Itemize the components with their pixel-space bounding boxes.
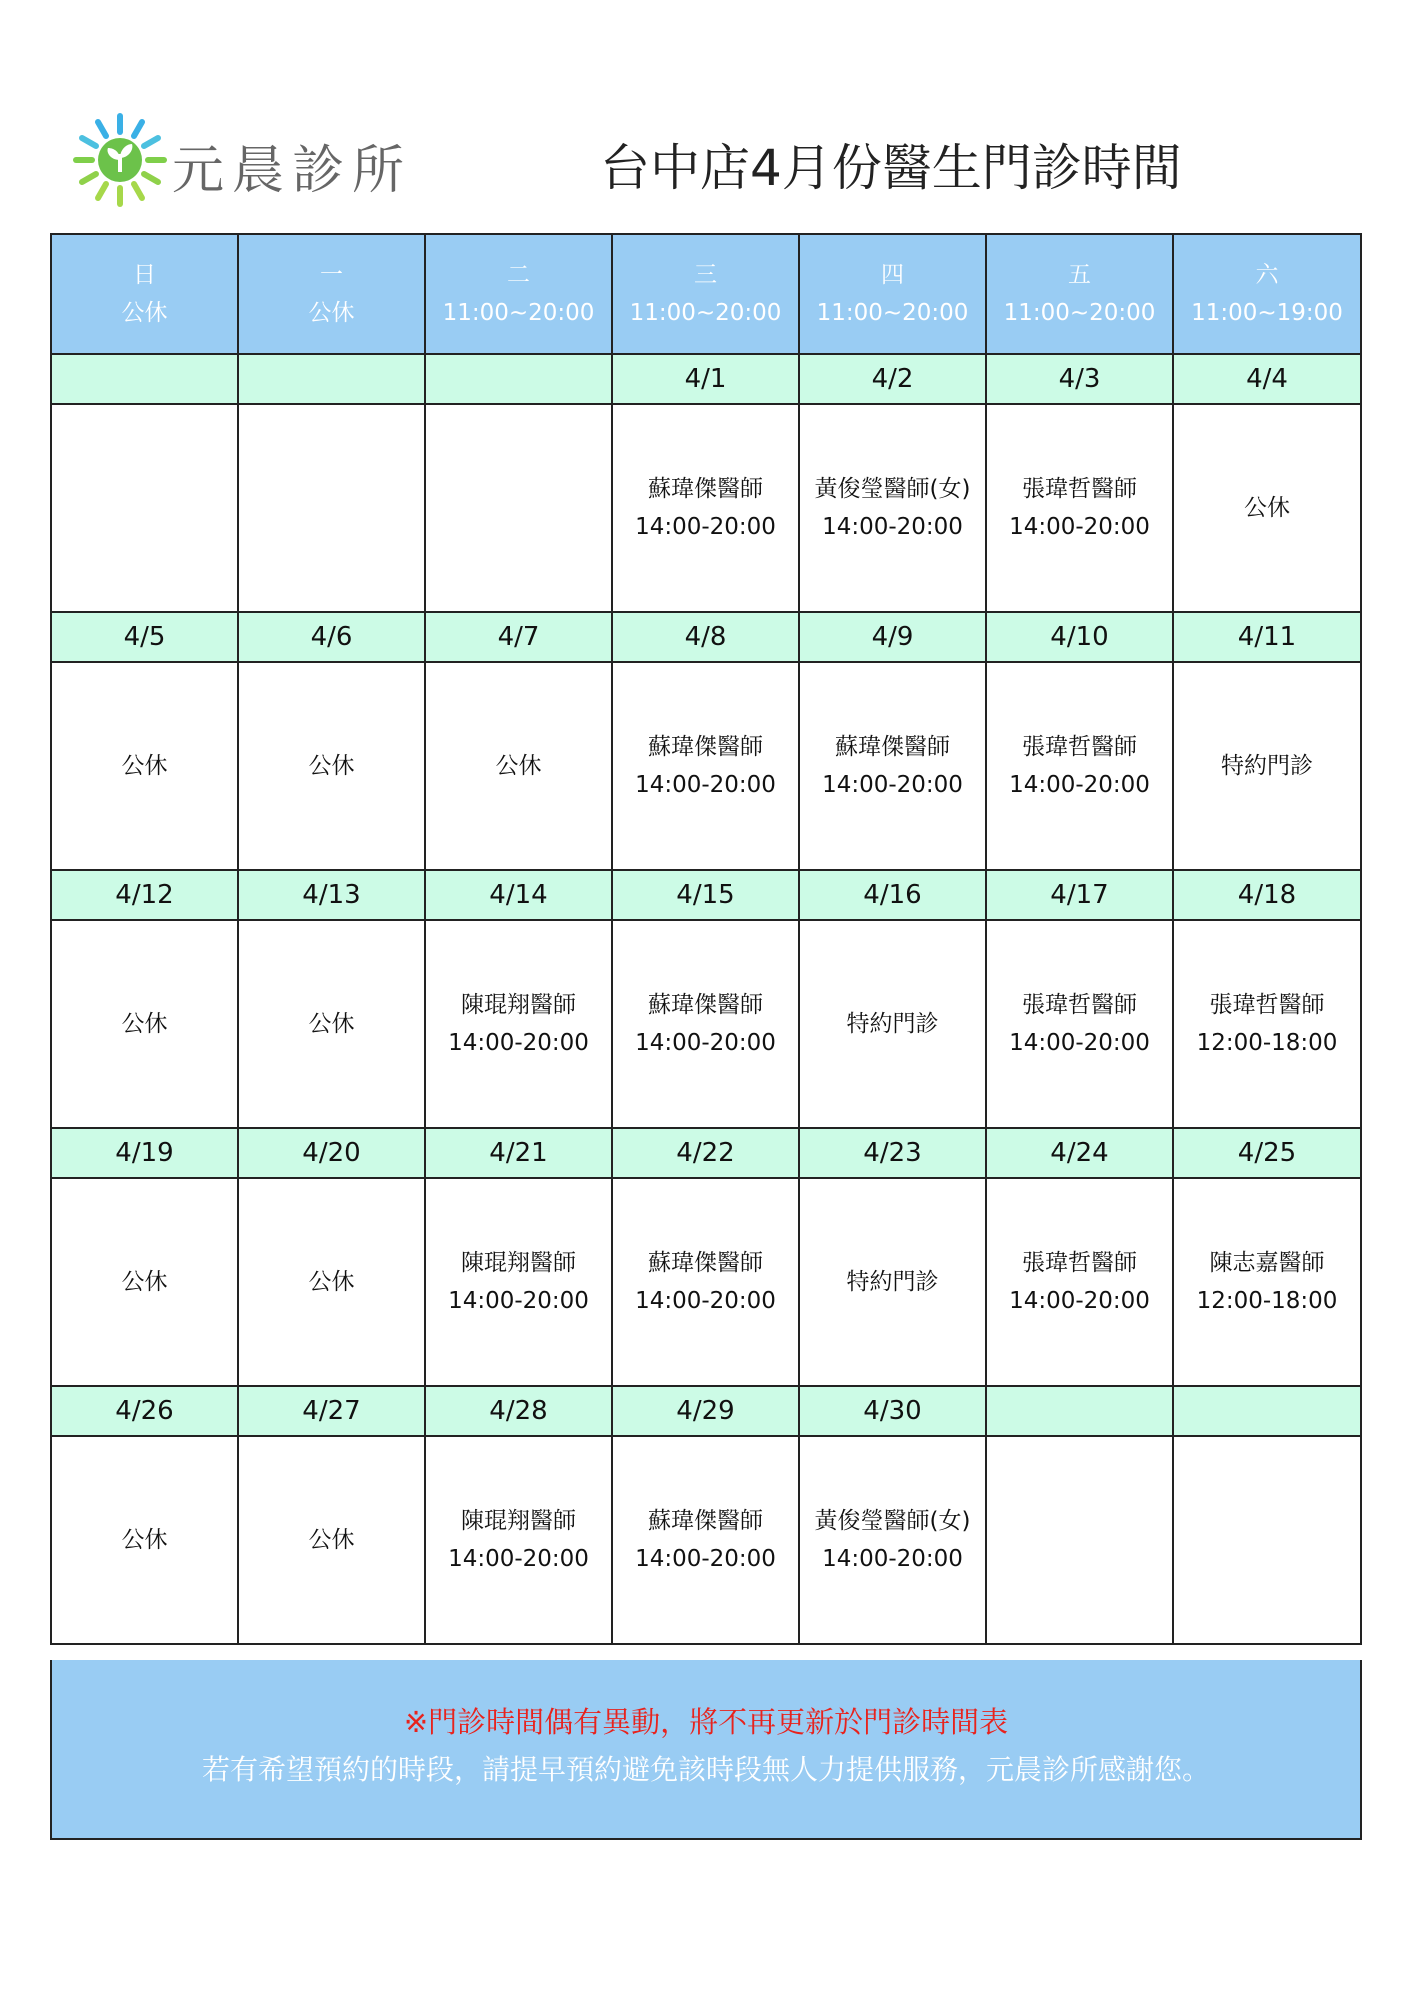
date-cell: 4/14 xyxy=(425,870,612,920)
date-row xyxy=(51,612,1361,662)
schedule-cell xyxy=(612,920,799,1128)
schedule-cell xyxy=(799,1178,986,1386)
clinic-hours: 14:00-20:00 xyxy=(1009,772,1150,798)
clinic-logo-text: 元晨診所 xyxy=(172,141,413,201)
weekday-header-cell xyxy=(238,234,425,354)
doctor-name: 黃俊瑩醫師(女) xyxy=(814,476,971,502)
schedule-cell xyxy=(612,1178,799,1386)
date-cell: 4/24 xyxy=(986,1128,1173,1178)
doctor-name: 蘇瑋傑醫師 xyxy=(648,1250,763,1276)
schedule-cell xyxy=(1173,1178,1361,1386)
weekday-hours: 公休 xyxy=(121,300,168,326)
doctor-name: 公休 xyxy=(495,753,542,779)
clinic-hours: 14:00-20:00 xyxy=(822,514,963,540)
doctor-name: 公休 xyxy=(308,1269,355,1295)
schedule-cell xyxy=(986,1436,1173,1644)
date-cell: 4/20 xyxy=(238,1128,425,1178)
schedule-row xyxy=(51,1436,1361,1644)
date-cell: 4/28 xyxy=(425,1386,612,1436)
date-cell: 4/1 xyxy=(612,354,799,404)
date-cell: 4/12 xyxy=(51,870,238,920)
weekday-name: 四 xyxy=(881,262,904,288)
date-row xyxy=(51,1386,1361,1436)
doctor-name: 特約門診 xyxy=(846,1011,939,1037)
notice-warning: ※門診時間偶有異動，將不再更新於門診時間表 xyxy=(403,1705,1009,1739)
date-cell: 4/25 xyxy=(1173,1128,1361,1178)
doctor-name: 陳琨翔醫師 xyxy=(461,992,576,1018)
date-cell xyxy=(238,354,425,404)
clinic-hours: 14:00-20:00 xyxy=(1009,514,1150,540)
clinic-hours: 14:00-20:00 xyxy=(448,1030,589,1056)
schedule-cell xyxy=(51,920,238,1128)
date-cell: 4/23 xyxy=(799,1128,986,1178)
weekday-hours: 11:00~20:00 xyxy=(629,300,782,326)
weekday-header-cell xyxy=(51,234,238,354)
date-cell: 4/11 xyxy=(1173,612,1361,662)
schedule-cell xyxy=(51,662,238,870)
date-cell xyxy=(51,354,238,404)
doctor-name: 黃俊瑩醫師(女) xyxy=(814,1508,971,1534)
clinic-hours: 14:00-20:00 xyxy=(635,514,776,540)
schedule-cell xyxy=(612,662,799,870)
schedule-cell xyxy=(425,920,612,1128)
schedule-cell xyxy=(1173,404,1361,612)
schedule-cell xyxy=(425,1178,612,1386)
weekday-header-cell xyxy=(425,234,612,354)
clinic-hours: 14:00-20:00 xyxy=(448,1546,589,1572)
date-cell: 4/3 xyxy=(986,354,1173,404)
schedule-cell xyxy=(612,404,799,612)
clinic-hours: 14:00-20:00 xyxy=(822,772,963,798)
weekday-name: 三 xyxy=(694,262,717,288)
schedule-cell xyxy=(1173,1436,1361,1644)
date-cell: 4/15 xyxy=(612,870,799,920)
doctor-name: 張瑋哲醫師 xyxy=(1209,992,1325,1018)
doctor-name: 特約門診 xyxy=(846,1269,939,1295)
weekday-name: 五 xyxy=(1068,262,1091,288)
doctor-name: 陳琨翔醫師 xyxy=(461,1250,576,1276)
doctor-name: 張瑋哲醫師 xyxy=(1022,992,1137,1018)
clinic-hours: 12:00-18:00 xyxy=(1196,1030,1338,1056)
doctor-name: 公休 xyxy=(308,1011,355,1037)
doctor-name: 陳志嘉醫師 xyxy=(1209,1250,1325,1276)
clinic-hours: 14:00-20:00 xyxy=(1009,1288,1150,1314)
date-cell: 4/6 xyxy=(238,612,425,662)
schedule-cell xyxy=(799,404,986,612)
schedule-cell xyxy=(986,404,1173,612)
doctor-name: 張瑋哲醫師 xyxy=(1022,734,1137,760)
schedule-cell xyxy=(238,404,425,612)
doctor-name: 蘇瑋傑醫師 xyxy=(648,734,763,760)
date-cell: 4/30 xyxy=(799,1386,986,1436)
weekday-name: 二 xyxy=(507,262,530,288)
date-cell: 4/21 xyxy=(425,1128,612,1178)
date-cell xyxy=(425,354,612,404)
date-cell: 4/4 xyxy=(1173,354,1361,404)
clinic-hours: 14:00-20:00 xyxy=(448,1288,589,1314)
sun-sprout-icon xyxy=(70,110,170,210)
schedule-row xyxy=(51,920,1361,1128)
doctor-name: 公休 xyxy=(121,1269,168,1295)
schedule-cell xyxy=(51,1178,238,1386)
clinic-hours: 14:00-20:00 xyxy=(822,1546,963,1572)
date-cell: 4/29 xyxy=(612,1386,799,1436)
clinic-hours: 14:00-20:00 xyxy=(1009,1030,1150,1056)
doctor-name: 公休 xyxy=(308,1527,355,1553)
schedule-cell xyxy=(238,1178,425,1386)
doctor-name: 公休 xyxy=(1244,495,1290,521)
doctor-name: 公休 xyxy=(121,1527,168,1553)
notice-message: 若有希望預約的時段，請提早預約避免該時段無人力提供服務，元晨診所感謝您。 xyxy=(201,1753,1210,1786)
clinic-hours: 14:00-20:00 xyxy=(635,772,776,798)
weekday-header-cell xyxy=(986,234,1173,354)
schedule-cell xyxy=(986,662,1173,870)
date-cell: 4/13 xyxy=(238,870,425,920)
doctor-name: 張瑋哲醫師 xyxy=(1022,1250,1137,1276)
weekday-header-cell xyxy=(1173,234,1361,354)
clinic-hours: 14:00-20:00 xyxy=(635,1546,776,1572)
schedule-cell xyxy=(425,404,612,612)
schedule-table xyxy=(50,233,1362,1645)
schedule-cell xyxy=(1173,662,1361,870)
date-cell: 4/16 xyxy=(799,870,986,920)
date-row xyxy=(51,354,1361,404)
doctor-name: 公休 xyxy=(121,1011,168,1037)
schedule-cell xyxy=(986,1178,1173,1386)
schedule-cell xyxy=(612,1436,799,1644)
page-header xyxy=(0,0,1414,230)
date-row xyxy=(51,1128,1361,1178)
doctor-name: 公休 xyxy=(308,753,355,779)
weekday-hours: 11:00~20:00 xyxy=(1003,300,1156,326)
schedule-cell xyxy=(238,1436,425,1644)
doctor-name: 蘇瑋傑醫師 xyxy=(648,476,763,502)
schedule-row xyxy=(51,662,1361,870)
doctor-name: 公休 xyxy=(121,753,168,779)
weekday-header-cell xyxy=(799,234,986,354)
schedule-cell xyxy=(799,662,986,870)
weekday-header-row xyxy=(51,234,1361,354)
schedule-row xyxy=(51,1178,1361,1386)
schedule-cell xyxy=(238,662,425,870)
weekday-hours: 11:00~19:00 xyxy=(1191,300,1343,326)
clinic-hours: 12:00-18:00 xyxy=(1196,1288,1338,1314)
schedule-cell xyxy=(799,1436,986,1644)
schedule-cell xyxy=(51,1436,238,1644)
schedule-row xyxy=(51,404,1361,612)
doctor-name: 蘇瑋傑醫師 xyxy=(648,1508,763,1534)
doctor-name: 蘇瑋傑醫師 xyxy=(648,992,763,1018)
weekday-name: 日 xyxy=(133,262,156,288)
page-title: 台中店4月份醫生門診時間 xyxy=(600,139,1182,197)
schedule-cell xyxy=(238,920,425,1128)
doctor-name: 蘇瑋傑醫師 xyxy=(835,734,950,760)
date-cell: 4/5 xyxy=(51,612,238,662)
weekday-name: 一 xyxy=(320,262,343,288)
weekday-header-cell xyxy=(612,234,799,354)
date-cell: 4/22 xyxy=(612,1128,799,1178)
schedule-cell xyxy=(986,920,1173,1128)
schedule-cell xyxy=(51,404,238,612)
date-cell: 4/26 xyxy=(51,1386,238,1436)
clinic-hours: 14:00-20:00 xyxy=(635,1288,776,1314)
date-row xyxy=(51,870,1361,920)
doctor-name: 張瑋哲醫師 xyxy=(1022,476,1137,502)
date-cell: 4/8 xyxy=(612,612,799,662)
doctor-name: 特約門診 xyxy=(1221,753,1313,779)
date-cell: 4/2 xyxy=(799,354,986,404)
weekday-hours: 11:00~20:00 xyxy=(816,300,969,326)
notice-banner xyxy=(50,1660,1362,1840)
date-cell: 4/27 xyxy=(238,1386,425,1436)
date-cell: 4/19 xyxy=(51,1128,238,1178)
clinic-hours: 14:00-20:00 xyxy=(635,1030,776,1056)
schedule-cell xyxy=(425,1436,612,1644)
schedule-cell xyxy=(1173,920,1361,1128)
date-cell xyxy=(1173,1386,1361,1436)
weekday-hours: 11:00~20:00 xyxy=(442,300,595,326)
date-cell xyxy=(986,1386,1173,1436)
schedule-cell xyxy=(425,662,612,870)
schedule-cell xyxy=(799,920,986,1128)
weekday-name: 六 xyxy=(1255,262,1279,288)
weekday-hours: 公休 xyxy=(308,300,355,326)
date-cell: 4/17 xyxy=(986,870,1173,920)
date-cell: 4/18 xyxy=(1173,870,1361,920)
date-cell: 4/7 xyxy=(425,612,612,662)
doctor-name: 陳琨翔醫師 xyxy=(461,1508,576,1534)
date-cell: 4/9 xyxy=(799,612,986,662)
date-cell: 4/10 xyxy=(986,612,1173,662)
